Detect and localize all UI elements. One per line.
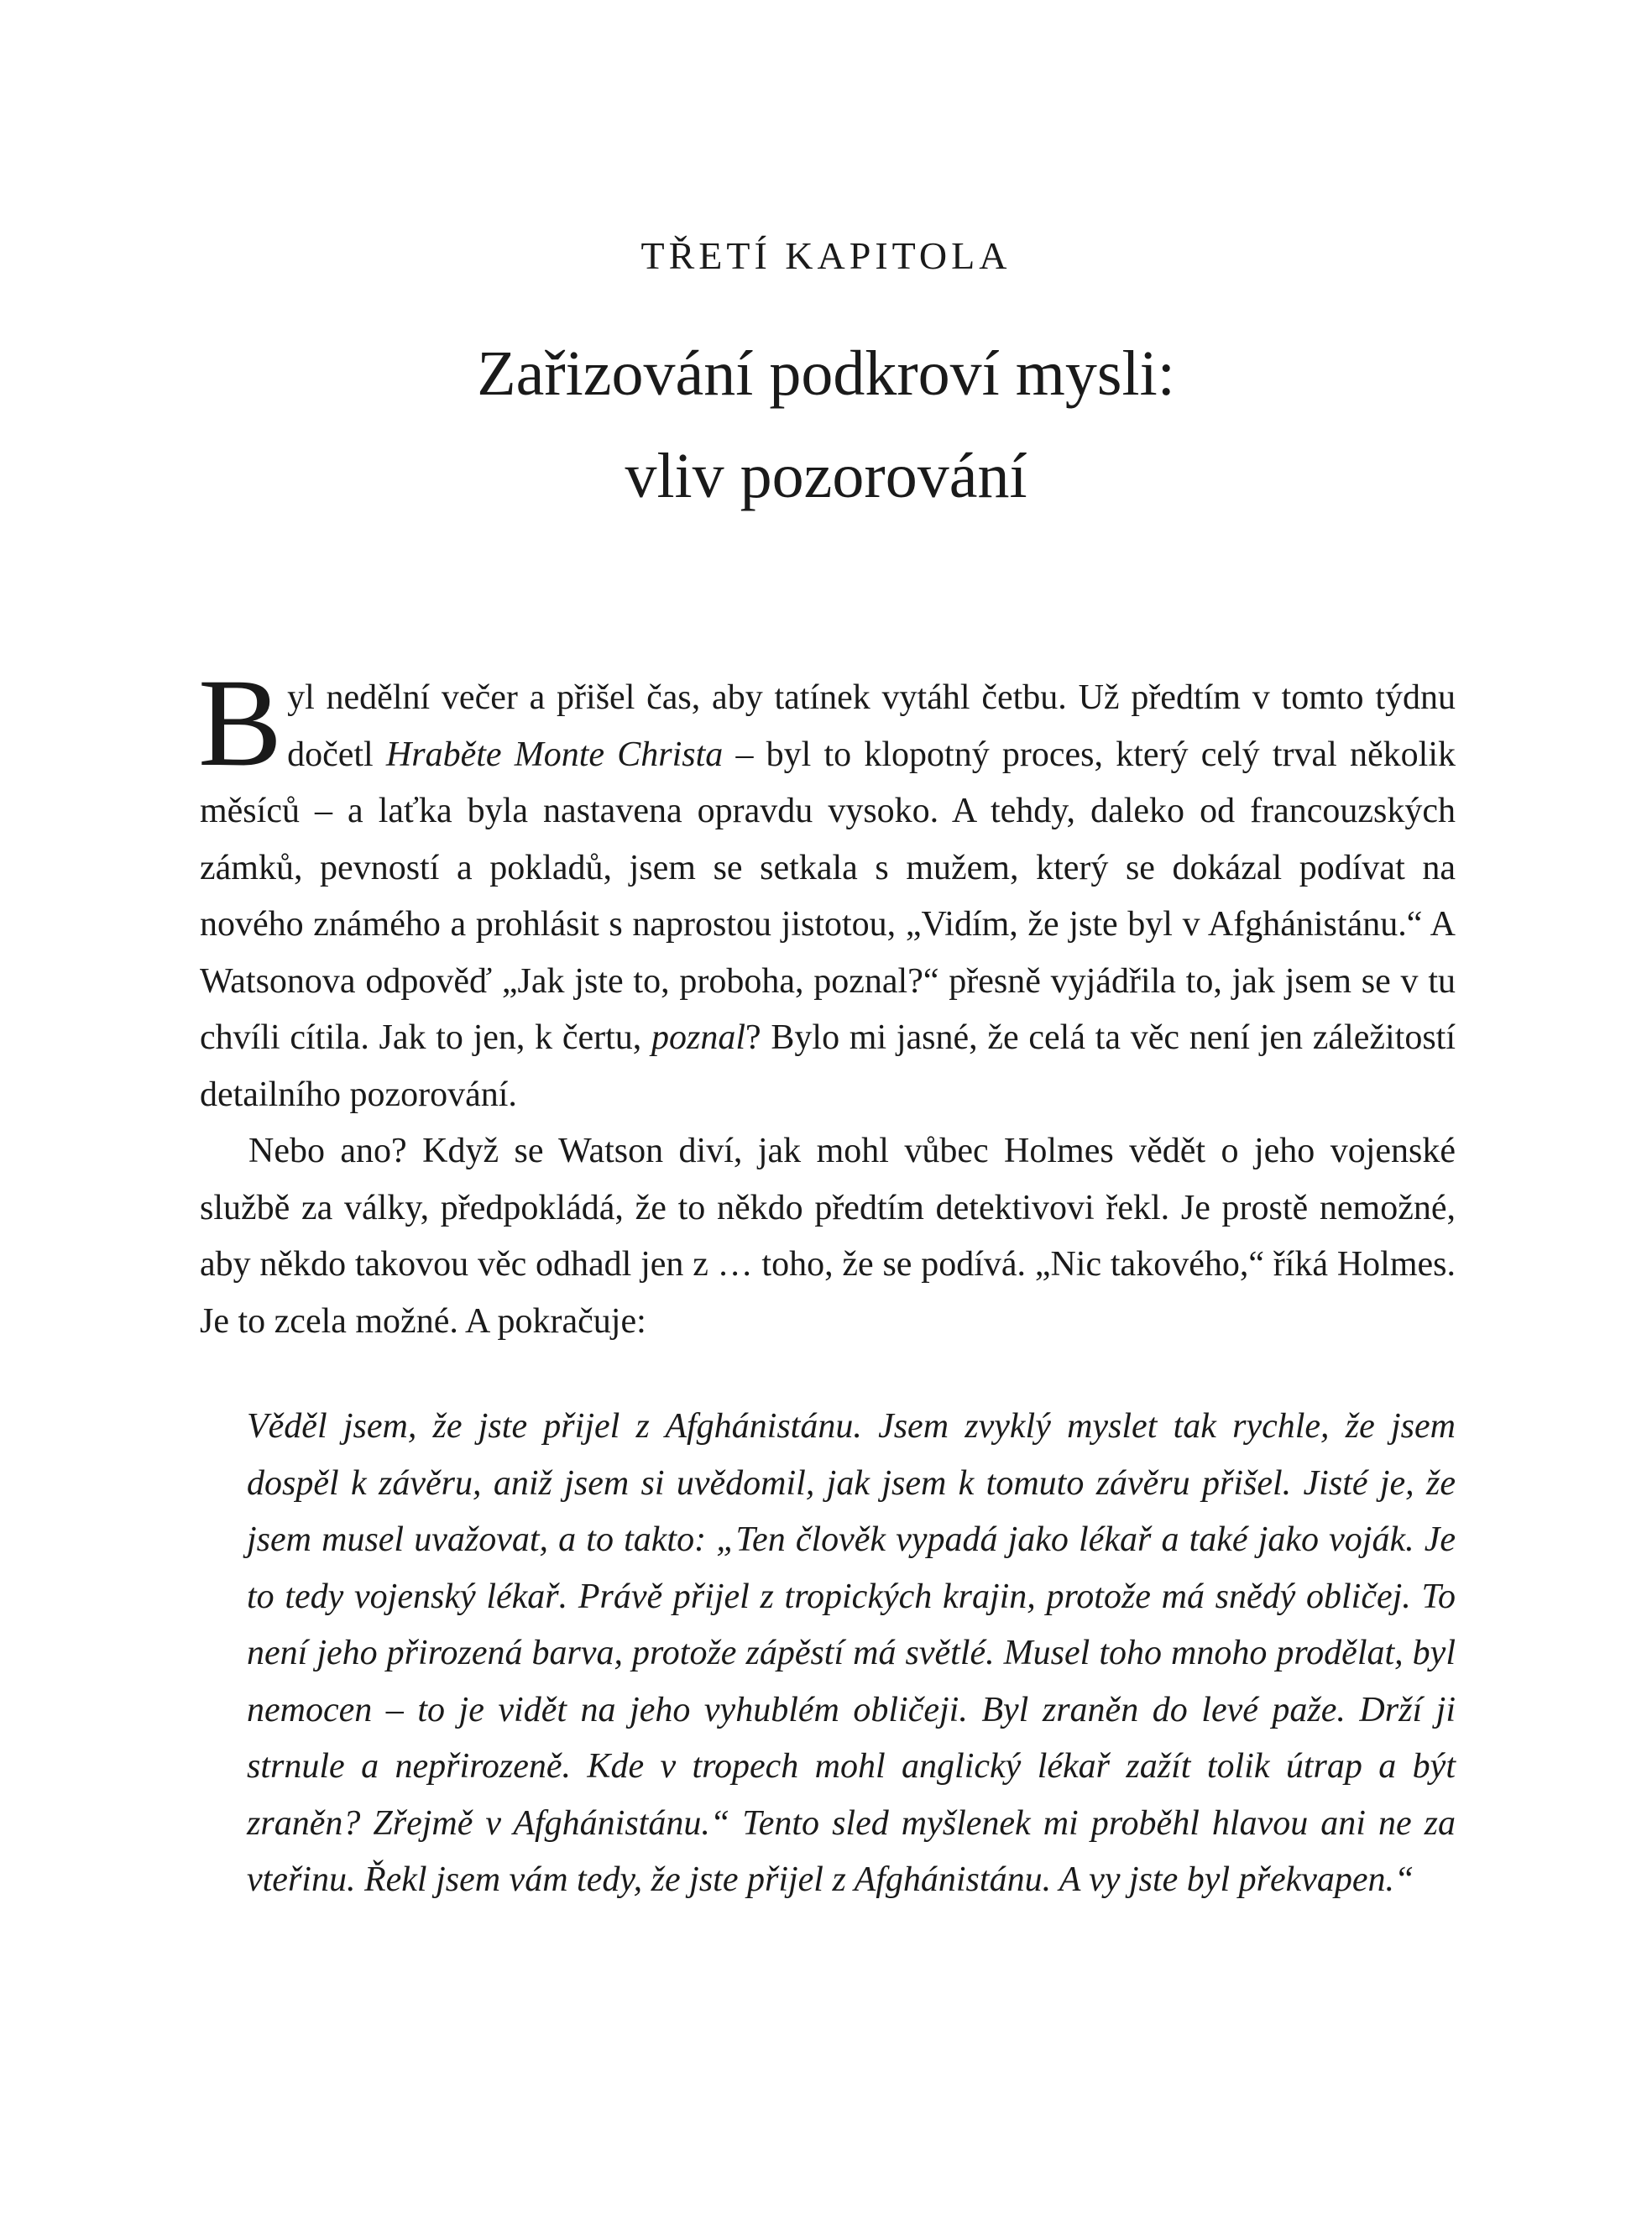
emphasis-word: poznal (651, 1018, 746, 1057)
chapter-title-line-1: Zařizování podkroví mysli: (477, 338, 1175, 409)
block-quote: Věděl jsem, že jste přijel z Afghánistánu. Jsem zvyklý myslet tak rychle, že jsem dospěl k závěru, aniž jsem si uvědomil, jak jsem k tomuto závěru přišel. Jisté je, že jsem musel uvažovat, a to takto: „Ten člověk vypadá jako lékař a také jako voják. Je to tedy vojenský lékař. Právě přijel z tropických krajin, protože má snědý obličej. To není jeho přirozená barva, protože zápěstí má světlé. Musel toho mnoho prodělat, byl nemocen – to je vidět na jeho vyhublém obličeji. Byl zraněn do levé paže. Drží ji strnule a nepřirozeně. Kde v tropech mohl anglický lékař zažít tolik útrap a být zraněn? Zřejmě v Afghánistánu.“ Tento sled myšlenek mi proběhl hlavou ani ne za vteřinu. Řekl jsem vám tedy, že jste přijel z Afghánistánu. A vy jste byl překvapen.“ (247, 1407, 1456, 1899)
paragraph-1-text-a: yl nedělní večer a přišel čas, aby tatínek vytáhl četbu. Už předtím v tomto týdnu dočetl (287, 678, 1456, 774)
book-title-reference: Hraběte Monte Christa (385, 735, 724, 774)
chapter-title (0, 322, 1652, 527)
paragraph-1-text-c: ? Bylo mi jasné, že celá ta věc není jen záležitostí detailního pozorování. (200, 1018, 1456, 1114)
paragraph-2: Nebo ano? Když se Watson diví, jak mohl vůbec Holmes vědět o jeho vojenské službě za války, předpokládá, že to někdo předtím detektivovi řekl. Je prostě nemožné, aby někdo takovou věc odhadl jen z … toho, že se podívá. „Nic takového,“ říká Holmes. Je to zcela možné. A pokračuje: (200, 1132, 1456, 1341)
chapter-title-line-2: vliv pozorování (625, 441, 1027, 511)
chapter-label: TŘETÍ KAPITOLA (640, 234, 1012, 277)
paragraph-1-text-b: – byl to klopotný proces, který celý trval několik měsíců – a laťka byla nastavena opravdu vysoko. A tehdy, daleko od francouzských zámků, pevností a pokladů, jsem se setkala s mužem, který se dokázal podívat na nového známého a prohlásit s naprostou jistotou, „Vidím, že jste byl v Afghánistánu.“ A Watsonova odpověď „Jak jste to, proboha, poznal?“ přesně vyjádřila to, jak jsem se v tu chvíli cítila. Jak to jen, k čertu, (200, 735, 1456, 1057)
paragraph-1 (198, 653, 1456, 1123)
body-text (198, 653, 1456, 1350)
drop-cap: B (198, 653, 283, 793)
